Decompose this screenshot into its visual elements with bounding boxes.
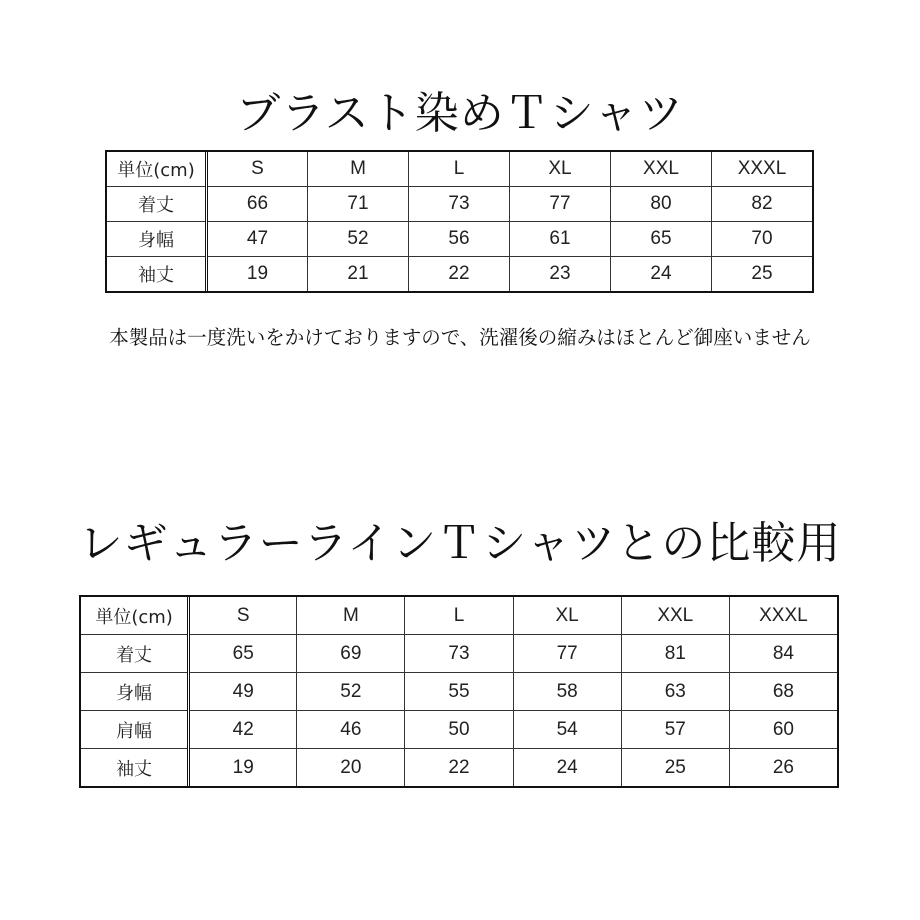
size-header: XL: [513, 597, 621, 635]
row-label: 着丈: [107, 187, 207, 222]
table-row: [81, 673, 838, 711]
table-cell: 58: [513, 673, 621, 711]
table-row: [81, 635, 838, 673]
size-header: S: [189, 597, 297, 635]
table-cell: 52: [297, 673, 405, 711]
row-label: 袖丈: [107, 257, 207, 292]
table-cell: 42: [189, 711, 297, 749]
row-label: 着丈: [81, 635, 189, 673]
table-cell: 24: [513, 749, 621, 787]
table-header-row: [81, 597, 838, 635]
table-row: [107, 222, 813, 257]
table-cell: 54: [513, 711, 621, 749]
table-cell: 63: [621, 673, 729, 711]
table-cell: 71: [308, 187, 409, 222]
table-cell: 24: [611, 257, 712, 292]
table-cell: 73: [405, 635, 513, 673]
table-cell: 46: [297, 711, 405, 749]
table-cell: 19: [189, 749, 297, 787]
table-cell: 77: [513, 635, 621, 673]
table-cell: 56: [409, 222, 510, 257]
shrinkage-note: 本製品は一度洗いをかけておりますので、洗濯後の縮みはほとんど御座いません: [109, 326, 811, 349]
table-row: [107, 187, 813, 222]
size-header: XXXL: [712, 152, 813, 187]
size-table-blast-dyed: [106, 151, 813, 292]
size-header: XXXL: [729, 597, 837, 635]
table-cell: 22: [409, 257, 510, 292]
table-cell: 22: [405, 749, 513, 787]
table-cell: 19: [207, 257, 308, 292]
table-cell: 25: [712, 257, 813, 292]
table-cell: 23: [510, 257, 611, 292]
size-header: XXL: [621, 597, 729, 635]
table-cell: 57: [621, 711, 729, 749]
table-cell: 52: [308, 222, 409, 257]
table-cell: 80: [611, 187, 712, 222]
table-cell: 84: [729, 635, 837, 673]
size-header: M: [308, 152, 409, 187]
table-row: [107, 257, 813, 292]
table-cell: 20: [297, 749, 405, 787]
page-title-regular-line-comparison: レギュラーラインＴシャツとの比較用: [78, 518, 842, 569]
table-cell: 69: [297, 635, 405, 673]
size-header: L: [405, 597, 513, 635]
table-cell: 21: [308, 257, 409, 292]
size-header: M: [297, 597, 405, 635]
table-cell: 47: [207, 222, 308, 257]
table-row: [81, 711, 838, 749]
table-cell: 65: [189, 635, 297, 673]
row-label: 袖丈: [81, 749, 189, 787]
table-cell: 66: [207, 187, 308, 222]
row-label: 身幅: [107, 222, 207, 257]
table-cell: 50: [405, 711, 513, 749]
table-cell: 60: [729, 711, 837, 749]
table-cell: 49: [189, 673, 297, 711]
table-cell: 81: [621, 635, 729, 673]
table-row: [81, 749, 838, 787]
row-label: 肩幅: [81, 711, 189, 749]
size-header: S: [207, 152, 308, 187]
table-cell: 25: [621, 749, 729, 787]
size-header: L: [409, 152, 510, 187]
table-cell: 55: [405, 673, 513, 711]
table-cell: 77: [510, 187, 611, 222]
size-header: XXL: [611, 152, 712, 187]
table-cell: 61: [510, 222, 611, 257]
page-title-blast-dyed-tshirt: ブラスト染めＴシャツ: [236, 88, 684, 139]
unit-label: 単位(cm): [107, 152, 207, 187]
size-header: XL: [510, 152, 611, 187]
table-cell: 73: [409, 187, 510, 222]
table-header-row: [107, 152, 813, 187]
table-cell: 70: [712, 222, 813, 257]
table-cell: 65: [611, 222, 712, 257]
table-cell: 82: [712, 187, 813, 222]
table-cell: 68: [729, 673, 837, 711]
table-cell: 26: [729, 749, 837, 787]
size-table-regular-line: [80, 596, 838, 787]
unit-label: 単位(cm): [81, 597, 189, 635]
row-label: 身幅: [81, 673, 189, 711]
